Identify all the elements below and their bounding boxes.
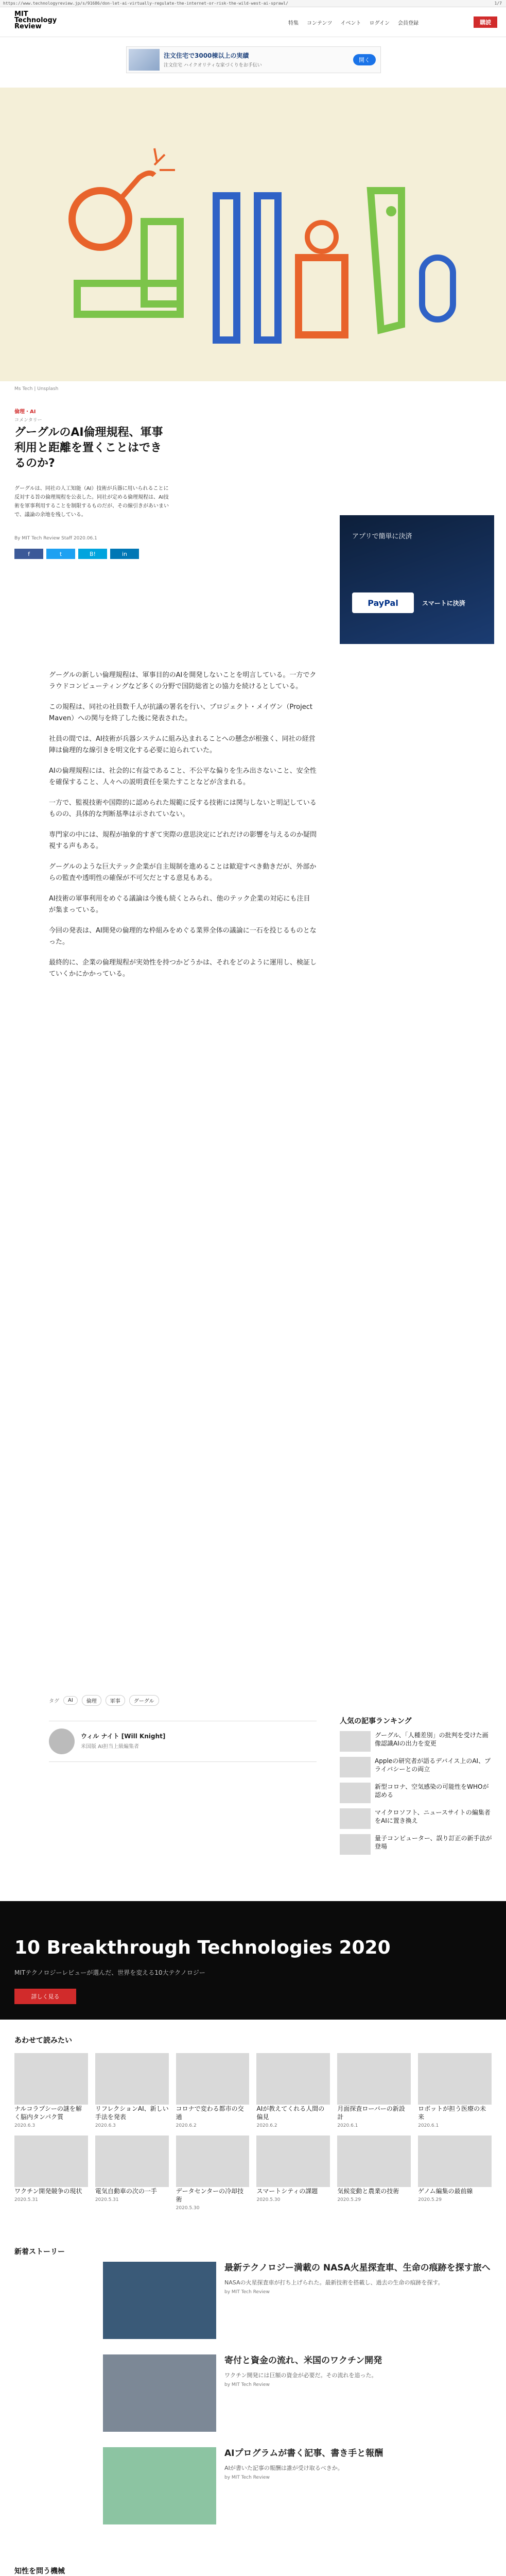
ad-subtitle: 注文住宅 ハイクオリティな家づくりをお手伝い xyxy=(164,63,262,68)
nav-login[interactable]: ログイン xyxy=(369,21,390,26)
recommended-card[interactable]: ナルコラプシーの謎を解く脳内タンパク質 2020.6.3 xyxy=(14,2053,88,2128)
author-avatar xyxy=(49,1728,75,1754)
article-category[interactable]: 倫理・AI xyxy=(14,409,36,415)
ranking-item[interactable]: 新型コロナ、空気感染の可能性をWHOが認める xyxy=(340,1783,494,1803)
ranking-item[interactable]: 量子コンピューター、誤り訂正の新手法が登場 xyxy=(340,1834,494,1855)
nav-content[interactable]: コンテンツ xyxy=(307,21,333,26)
hero-caption: Ms Tech | Unsplash xyxy=(14,386,59,392)
article-lead: グーグルは、同社の人工知能（AI）技術が兵器に用いられることに反対する旨の倫理規程を公表した。同社が定める倫理規程は、AI技術を軍事利用することを制限するものだが、その線引きがあいまいで、議論の余地を残している。 xyxy=(14,486,169,518)
paragraph: グーグルのような巨大テック企業が自主規制を進めることは歓迎すべき動きだが、外部からの監査や透明性の確保が不可欠だとする意見もある。 xyxy=(49,863,317,882)
nav-register[interactable]: 会員登録 xyxy=(398,21,418,26)
tag-chip[interactable]: 軍事 xyxy=(106,1695,125,1706)
subscribe-button[interactable]: 購読 xyxy=(474,16,497,28)
ranking-item[interactable]: マイクロソフト、ニュースサイトの編集者をAIに置き換え xyxy=(340,1808,494,1829)
tag-chip[interactable]: 倫理 xyxy=(82,1695,101,1706)
ad-image xyxy=(129,49,160,71)
site-logo[interactable]: MIT Technology Review xyxy=(14,10,57,30)
new-stories-list xyxy=(103,2262,492,2540)
story-item[interactable]: 寄付と資金の流れ、米国のワクチン開発 ワクチン開発には巨額の資金が必要だ。その流れを追った。 by MIT Tech Review xyxy=(103,2354,492,2432)
knowledge-title: 知性を問う機械 xyxy=(14,2567,65,2575)
tags-label: タグ xyxy=(49,1699,59,1704)
browser-bar xyxy=(0,0,506,7)
article-body xyxy=(49,670,317,989)
recommended-card[interactable]: 気候変動と農業の技術 2020.5.29 xyxy=(337,2136,411,2211)
ad-open-button[interactable]: 開く xyxy=(353,54,376,65)
story-item[interactable]: AIプログラムが書く記事、書き手と報酬 AIが書いた記事の報酬は誰が受け取るべきか。 by MIT Tech Review xyxy=(103,2447,492,2524)
recommended-title: あわせて読みたい xyxy=(14,2037,72,2045)
sidebar-ad-caption: アプリで簡単に決済 xyxy=(352,533,412,540)
banner-button[interactable]: 詳しく見る xyxy=(14,1989,76,2004)
paragraph: グーグルの新しい倫理規程は、軍事目的のAIを開発しないことを明言している。一方でクラウドコンピューティングなど多くの分野で国防総省との協力を続けるとしている。 xyxy=(49,671,317,690)
recommended-card[interactable]: リフレクションAI、新しい手法を発表 2020.6.3 xyxy=(95,2053,169,2128)
recommended-card[interactable]: コロナで変わる都市の交通 2020.6.2 xyxy=(176,2053,250,2128)
banner-subtitle: MITテクノロジーレビューが選んだ、世界を変える10大テクノロジー xyxy=(14,1969,205,1976)
hero-image xyxy=(0,88,506,381)
tags-row xyxy=(49,1695,159,1706)
paypal-brand: PayPal xyxy=(368,598,398,608)
paragraph: 最終的に、企業の倫理規程が実効性を持つかどうかは、それをどのように運用し、検証していくかにかかっている。 xyxy=(49,959,317,978)
paragraph: 社員の間では、AI技術が兵器システムに組み込まれることへの懸念が根強く、同社の経営陣は倫理的な線引きを明文化する必要に迫られていた。 xyxy=(49,735,316,754)
hero-illustration xyxy=(0,88,506,381)
sidebar-ad[interactable] xyxy=(340,515,494,644)
nav-events[interactable]: イベント xyxy=(340,21,361,26)
sidebar-ad-label: スマートに決済 xyxy=(422,600,465,607)
article-kicker: コメンタリー xyxy=(14,418,42,423)
new-stories-title: 新着ストーリー xyxy=(14,2248,65,2256)
author-name[interactable]: ウィル ナイト [Will Knight] xyxy=(81,1733,166,1740)
author-role: 米国版 AI担当上級編集者 xyxy=(81,1744,139,1750)
share-facebook-button[interactable]: f xyxy=(14,549,43,559)
recommended-card[interactable]: ゲノム編集の最前線 2020.5.29 xyxy=(418,2136,492,2211)
ranking-item[interactable]: グーグル、「人種差別」の批判を受けた画像認識AIの出力を変更 xyxy=(340,1731,494,1752)
recommended-card[interactable]: ワクチン開発競争の現状 2020.5.31 xyxy=(14,2136,88,2211)
author-box xyxy=(49,1721,317,1762)
paragraph: 一方で、監視技術や国際的に認められた規範に反する技術には関与しないと明記しているものの、具体的な判断基準は示されていない。 xyxy=(49,799,317,818)
site-header xyxy=(0,7,506,37)
ranking-box xyxy=(340,1716,494,1860)
ad-title: 注文住宅で3000棟以上の実績 xyxy=(164,52,249,59)
paragraph: 今回の発表は、AI開発の倫理的な枠組みをめぐる業界全体の議論に一石を投じるものとなった。 xyxy=(49,927,317,946)
share-linkedin-button[interactable]: in xyxy=(110,549,139,559)
nav-features[interactable]: 特集 xyxy=(288,21,299,26)
url-text[interactable]: https://www.technologyreview.jp/s/91686/don-let-ai-virtually-regulate-the-internet-or-risk-the-wild-west-ai-sprawl/ xyxy=(3,1,288,6)
recommended-card[interactable]: 電気自動車の次の一手 2020.5.31 xyxy=(95,2136,169,2211)
share-hatena-button[interactable]: B! xyxy=(78,549,107,559)
tag-chip[interactable]: AI xyxy=(63,1696,78,1705)
recommended-card[interactable]: スマートシティの課題 2020.5.30 xyxy=(256,2136,330,2211)
recommended-grid xyxy=(14,2053,492,2211)
breakthrough-banner[interactable] xyxy=(0,1901,506,2020)
article-title: グーグルのAI倫理規程、軍事利用と距離を置くことはできるのか? xyxy=(14,426,163,470)
paragraph: 専門家の中には、規程が抽象的すぎて実際の意思決定にどれだけの影響を与えるのか疑問視する声もある。 xyxy=(49,831,317,850)
banner-title: 10 Breakthrough Technologies 2020 xyxy=(14,1937,391,1958)
paragraph: AIの倫理規程には、社会的に有益であること、不公平な偏りを生み出さないこと、安全性を確保すること、人々への説明責任を果たすことなどが含まれる。 xyxy=(49,767,317,786)
tag-chip[interactable]: グーグル xyxy=(129,1695,159,1706)
top-ad[interactable] xyxy=(126,46,381,73)
page-status: 1/7 xyxy=(494,1,502,6)
story-item[interactable]: 最新テクノロジー満載の NASA火星探査車、生命の痕跡を探す旅へ NASAの火星探査車が打ち上げられた。最新技術を搭載し、過去の生命の痕跡を探す。 by MIT Tech Review xyxy=(103,2262,492,2339)
recommended-card[interactable]: 月面探査ローバーの新設計 2020.6.1 xyxy=(337,2053,411,2128)
ranking-title: 人気の記事ランキング xyxy=(340,1717,412,1725)
paragraph: AI技術の軍事利用をめぐる議論は今後も続くとみられ、他のテック企業の対応にも注目が集まっている。 xyxy=(49,895,310,914)
article-byline: By MIT Tech Review Staff 2020.06.1 xyxy=(14,536,97,541)
ranking-item[interactable]: Appleの研究者が語るデバイス上のAI、プライバシーとの両立 xyxy=(340,1757,494,1777)
recommended-card[interactable]: ロボットが担う医療の未来 2020.6.1 xyxy=(418,2053,492,2128)
recommended-card[interactable]: データセンターの冷却技術 2020.5.30 xyxy=(176,2136,250,2211)
paragraph: この規程は、同社の社員数千人が抗議の署名を行い、プロジェクト・メイヴン（Project Maven）への関与を終了した後に発表された。 xyxy=(49,703,312,722)
share-twitter-button[interactable]: t xyxy=(46,549,75,559)
share-row xyxy=(14,549,139,559)
recommended-card[interactable]: AIが教えてくれる人間の偏見 2020.6.2 xyxy=(256,2053,330,2128)
paypal-logo xyxy=(352,592,414,613)
